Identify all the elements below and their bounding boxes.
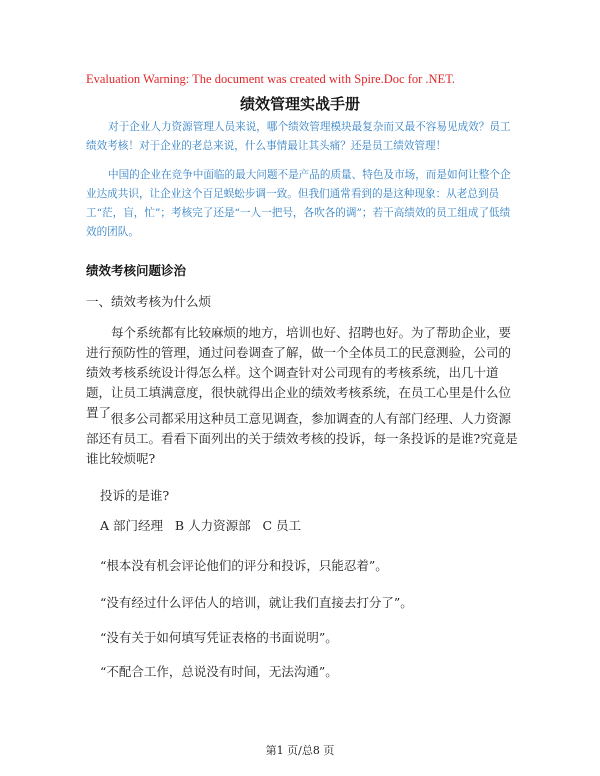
body-paragraph: 很多公司都采用这种员工意见调查，参加调查的人有部门经理、人力资源部还有员工。看看下面列出的关于绩效考核的投诉，每一条投诉的是谁?究竟是谁比较烦呢? [86, 411, 518, 466]
complaint-item: “没有关于如何填写凭证表格的书面说明”。 [100, 630, 338, 645]
body-paragraph: 每个系统都有比较麻烦的地方，培训也好、招聘也好。为了帮助企业，要进行预防性的管理，通过问卷调查了解，做一个全体员工的民意测验，公司的绩效考核系统设计得怎么样。这个调查针对公司现有的考核系统，出几十道题，让员工填满意度，很快就得出企业的绩效考核系统，在员工心里是什么位置了。 [86, 325, 512, 420]
document-title: 绩效管理实战手册 [239, 95, 360, 113]
options-line: A 部门经理 B 人力资源部 C 员工 [100, 518, 302, 533]
complaint-item: “不配合工作，总说没有时间，无法沟通”。 [100, 664, 338, 679]
section-heading: 绩效考核问题诊治 [86, 263, 187, 278]
subsection-heading: 一、绩效考核为什么烦 [86, 294, 212, 309]
question-line: 投诉的是谁? [100, 488, 170, 503]
intro-paragraph: 中国的企业在竞争中面临的最大问题不是产品的质量、特色及市场，而是如何让整个企业达成共识，让企业这个百足蜈蚣步调一致。但我们通常看到的是这种现象：从老总到员工“茫，盲，忙”；考核完了还是“一人一把号，各吹各的调”；若干高绩效的员工组成了低绩效的团队。 [86, 169, 511, 238]
complaint-item: “根本没有机会评论他们的评分和投诉，只能忍着”。 [100, 558, 388, 573]
complaint-item: “没有经过什么评估人的培训，就让我们直接去打分了”。 [100, 595, 413, 610]
page-footer: 第1 页/总8 页 [265, 744, 335, 757]
evaluation-warning: Evaluation Warning: The document was created with Spire.Doc for .NET. [86, 72, 456, 86]
intro-paragraph: 对于企业人力资源管理人员来说，哪个绩效管理模块最复杂而又最不容易见成效？员工绩效考核！对于企业的老总来说，什么事情最让其头痛？还是员工绩效管理！ [86, 121, 511, 152]
